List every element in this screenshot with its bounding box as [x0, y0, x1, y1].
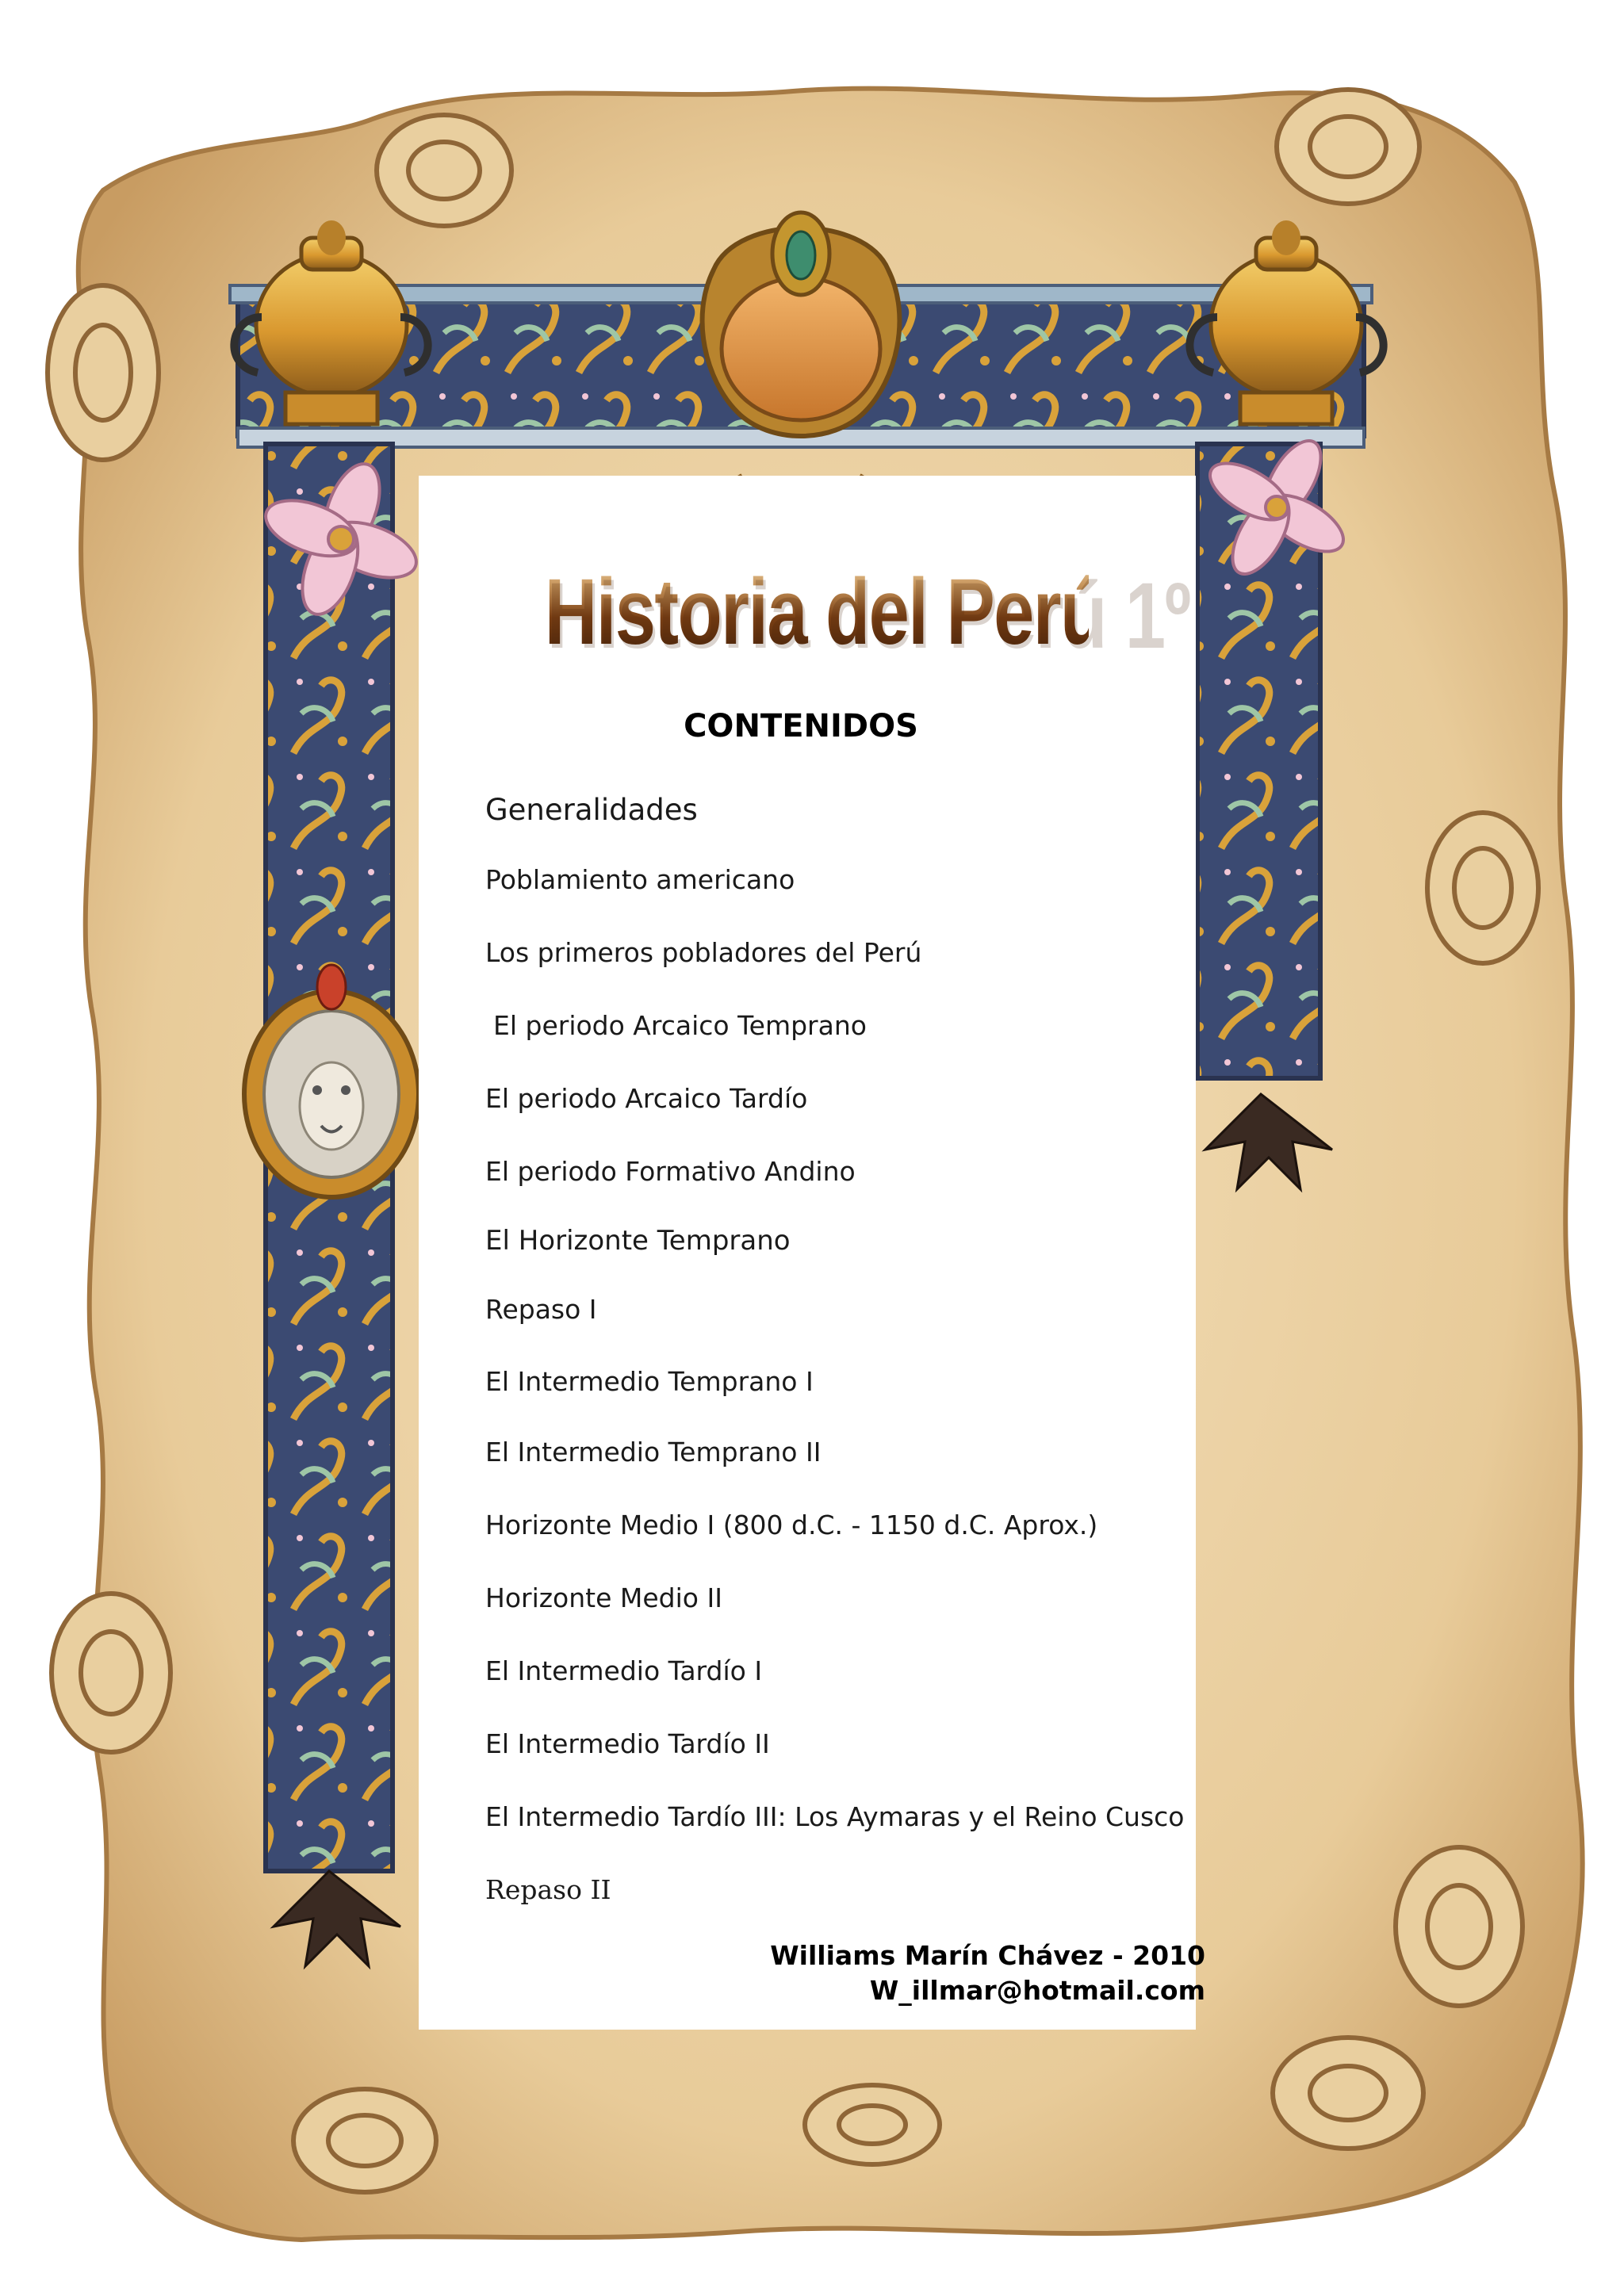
toc-item: El Intermedio Tardío III: Los Aymaras y el Reino Cusco	[485, 1801, 1185, 1832]
author-block	[770, 1938, 1205, 2008]
toc-item: El Horizonte Temprano	[485, 1225, 791, 1257]
gem-icon	[787, 232, 815, 279]
contents-heading: CONTENIDOS	[684, 708, 918, 744]
toc-item: Repaso I	[485, 1294, 597, 1325]
author-name: Williams Marín Chávez - 2010	[770, 1940, 1205, 1971]
toc-item: Generalidades	[485, 793, 698, 827]
toc-item: Los primeros pobladores del Perú	[485, 937, 922, 968]
toc-item: Horizonte Medio II	[485, 1582, 722, 1613]
toc-item: El Intermedio Temprano I	[485, 1366, 814, 1397]
toc-item: Horizonte Medio I (800 d.C. - 1150 d.C. Aprox.)	[485, 1510, 1098, 1540]
toc-item: El Intermedio Temprano II	[485, 1437, 822, 1468]
ruby-icon	[317, 965, 346, 1009]
toc-item: Poblamiento americano	[485, 864, 795, 895]
document-title: Historia del Perú 1º	[544, 560, 1188, 664]
toc-item: Repaso II	[485, 1874, 611, 1905]
toc-item: El Intermedio Tardío I	[485, 1655, 763, 1686]
author-email: W_illmar@hotmail.com	[869, 1975, 1205, 2006]
toc-item: El periodo Formativo Andino	[485, 1156, 856, 1187]
toc-item: El periodo Arcaico Temprano	[493, 1010, 867, 1041]
toc-item: El Intermedio Tardío II	[485, 1728, 770, 1759]
toc-item: El periodo Arcaico Tardío	[485, 1083, 808, 1114]
